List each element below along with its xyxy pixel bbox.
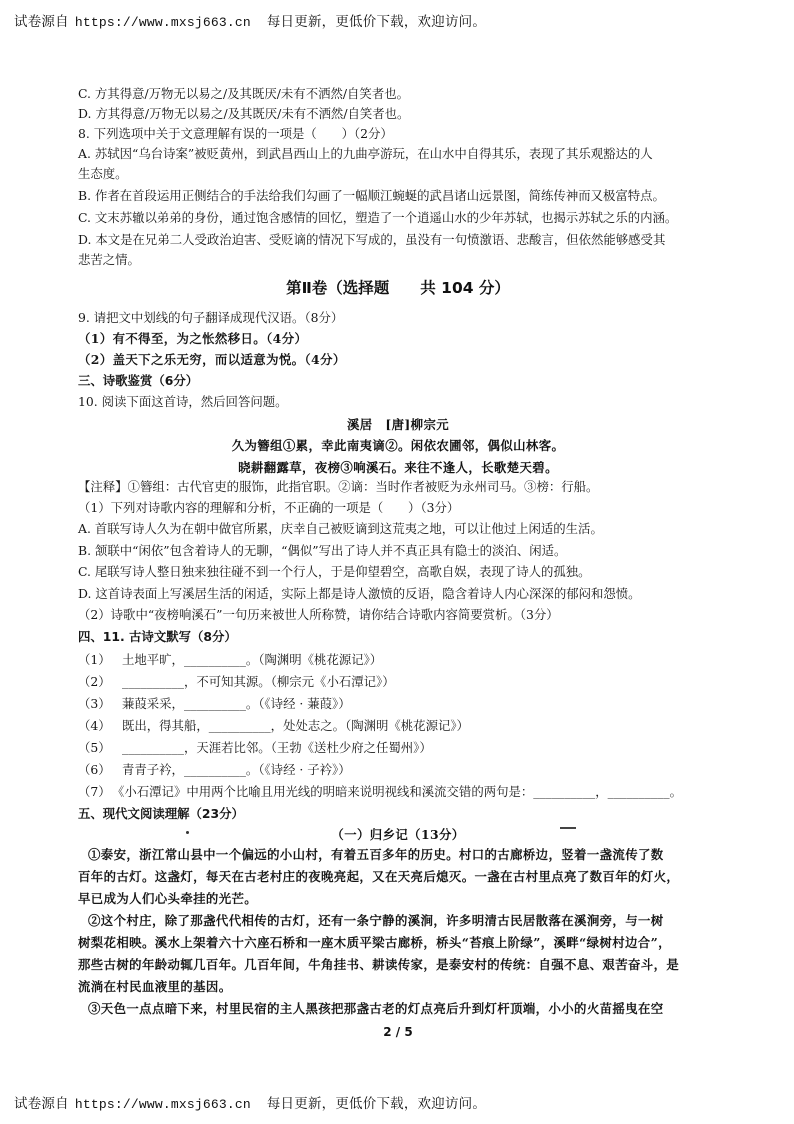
passage-para-2-line-4: 流淌在村民血液里的基因。	[78, 979, 232, 994]
q8-stem: 8. 下列选项中关于文意理解有误的一项是（ ）（2分）	[78, 126, 393, 141]
dictation-2-number: （2）	[78, 674, 111, 689]
section-4-heading: 四、11. 古诗文默写（8分）	[78, 629, 237, 644]
dictation-4: 既出，得其船，__________，处处志之。（陶渊明《桃花源记》）	[122, 718, 469, 733]
section-3-heading: 三、诗歌鉴赏（6分）	[78, 373, 199, 388]
page-header	[14, 10, 486, 30]
dictation-2: __________，不可知其源。（柳宗元《小石潭记》）	[122, 674, 395, 689]
dictation-7-number: （7）	[78, 784, 111, 799]
q10-1-option-d: D. 这首诗表面上写溪居生活的闲适，实际上都是诗人激愤的反语，隐含着诗人内心深深的郁闷和怨愤。	[78, 586, 641, 601]
q10-1-stem: （1）下列对诗歌内容的理解和分析，不正确的一项是（ ）（3分）	[78, 500, 460, 515]
passage-para-3-line-1: ③天色一点点暗下来，村里民宿的主人黑孩把那盏古老的灯点亮后升到灯杆顶端，小小的火苗摇曳在空	[88, 1001, 664, 1016]
dictation-5: __________，天涯若比邻。（王勃《送杜少府之任蜀州》）	[122, 740, 432, 755]
q8-option-a-cont: 生态度。	[78, 166, 128, 181]
q10-1-option-a: A. 首联写诗人久为在朝中做官所累，庆幸自己被贬谪到这荒夷之地，可以让他过上闲适的生活。	[78, 521, 603, 536]
footer-url[interactable]: https://www.mxsj663.cn	[74, 1097, 251, 1112]
q8-option-a: A. 苏轼因“乌台诗案”被贬黄州，到武昌西山上的九曲亭游玩，在山水中自得其乐，表现了其乐观豁达的人	[78, 146, 653, 161]
dictation-4-number: （4）	[78, 718, 111, 733]
page-footer	[14, 1092, 486, 1112]
footer-prefix: 试卷源自	[14, 1096, 69, 1112]
dictation-3-number: （3）	[78, 696, 111, 711]
header-slogan: 每日更新，更低价下载，欢迎访问。	[266, 14, 487, 30]
passage-title: （一）归乡记（13分）	[331, 827, 465, 842]
q10-1-option-c: C. 尾联写诗人整日独来独往碰不到一个行人，于是仰望碧空，高歌自娱，表现了诗人的孤独。	[78, 564, 591, 579]
q8-option-c: C. 文末苏辙以弟弟的身份，通过饱含感情的回忆，塑造了一个逍遥山水的少年苏轼，也揭示苏轼之乐的内涵。	[78, 210, 678, 225]
q8-option-d-cont: 悲苦之情。	[78, 252, 140, 267]
header-url[interactable]: https://www.mxsj663.cn	[74, 15, 251, 30]
q10-2-stem: （2）诗歌中“夜榜响溪石”一句历来被世人所称赞，请你结合诗歌内容简要赏析。（3分）	[78, 607, 559, 622]
passage-para-2-line-3: 那些古树的年龄动辄几百年。几百年间，牛角挂书、耕读传家，是泰安村的传统：自强不息、艰苦奋斗，是	[78, 957, 680, 972]
passage-para-1-line-1: ①泰安，浙江常山县中一个偏远的小山村，有着五百多年的历史。村口的古廊桥边，竖着一盏流传了数	[88, 847, 664, 862]
poem-line-2: 晓耕翻露草，夜榜③响溪石。来往不逢人，长歌楚天碧。	[238, 460, 558, 475]
q9-stem: 9. 请把文中划线的句子翻译成现代汉语。（8分）	[78, 310, 344, 325]
dictation-5-number: （5）	[78, 740, 111, 755]
poem-title: 溪居 [唐]柳宗元	[346, 417, 450, 432]
section-title: 第Ⅱ卷（选择题 共 104 分）	[286, 279, 510, 297]
q10-stem: 10. 阅读下面这首诗，然后回答问题。	[78, 394, 288, 409]
q10-1-option-b: B. 颔联中“闲依”包含着诗人的无聊，“偶似”写出了诗人并不真正具有隐士的淡泊、闲适。	[78, 543, 567, 558]
passage-para-2-line-1: ②这个村庄，除了那盏代代相传的古灯，还有一条宁静的溪涧，许多明清古民居散落在溪涧旁，与一树	[88, 913, 664, 928]
header-prefix: 试卷源自	[14, 14, 69, 30]
page-number: 2 / 5	[383, 1025, 413, 1039]
q9-part-2: （2）盖天下之乐无穷，而以适意为悦。（4分）	[78, 352, 346, 367]
dictation-6-number: （6）	[78, 762, 111, 777]
passage-para-2-line-2: 树梨花相映。溪水上架着六十六座石桥和一座木质平梁古廊桥，桥头“苔痕上阶绿”，溪畔“绿树村边合”，	[78, 935, 671, 950]
poem-notes: 【注释】①簪组：古代官吏的服饰，此指官职。②谪：当时作者被贬为永州司马。③榜：行船。	[78, 479, 599, 494]
dictation-1-number: （1）	[78, 652, 111, 667]
poem-line-1: 久为簪组①累，幸此南夷谪②。闲依农圃邻，偶似山林客。	[231, 438, 565, 453]
dictation-6: 青青子衿，__________。（《诗经 · 子衿》）	[122, 762, 351, 777]
dictation-3: 蒹葭采采，__________。（《诗经 · 蒹葭》）	[122, 696, 351, 711]
q7-option-d: D. 方其得意/万物无以易之/及其既厌/未有不洒然/自笑者也。	[78, 106, 410, 121]
dictation-1: 土地平旷，__________。（陶渊明《桃花源记》）	[122, 652, 383, 667]
q8-option-b: B. 作者在首段运用正侧结合的手法给我们勾画了一幅顺江蜿蜒的武昌诸山远景图，简练传神而又极富特点。	[78, 188, 665, 203]
q8-option-d: D. 本文是在兄弟二人受政治迫害、受贬谪的情况下写成的，虽没有一句愤激语、悲酸言，但依然能够感受其	[78, 232, 666, 247]
q9-part-1: （1）有不得至，为之怅然移日。（4分）	[78, 331, 308, 346]
scan-mark	[560, 827, 576, 829]
passage-para-1-line-2: 百年的古灯。这盏灯，每天在古老村庄的夜晚亮起，又在天亮后熄灭。一盏在古村里点亮了数百年的灯火，	[78, 869, 680, 884]
footer-slogan: 每日更新，更低价下载，欢迎访问。	[266, 1096, 487, 1112]
section-5-heading: 五、现代文阅读理解（23分）	[78, 806, 244, 821]
dictation-7: 《小石潭记》中用两个比喻且用光线的明暗来说明视线和溪流交错的两句是：__________，__________。	[112, 784, 682, 799]
passage-para-1-line-3: 早已成为人们心头牵挂的光芒。	[78, 891, 258, 906]
q7-option-c: C. 方其得意/万物无以易之/及其既厌/未有不洒然/自笑者也。	[78, 86, 409, 101]
